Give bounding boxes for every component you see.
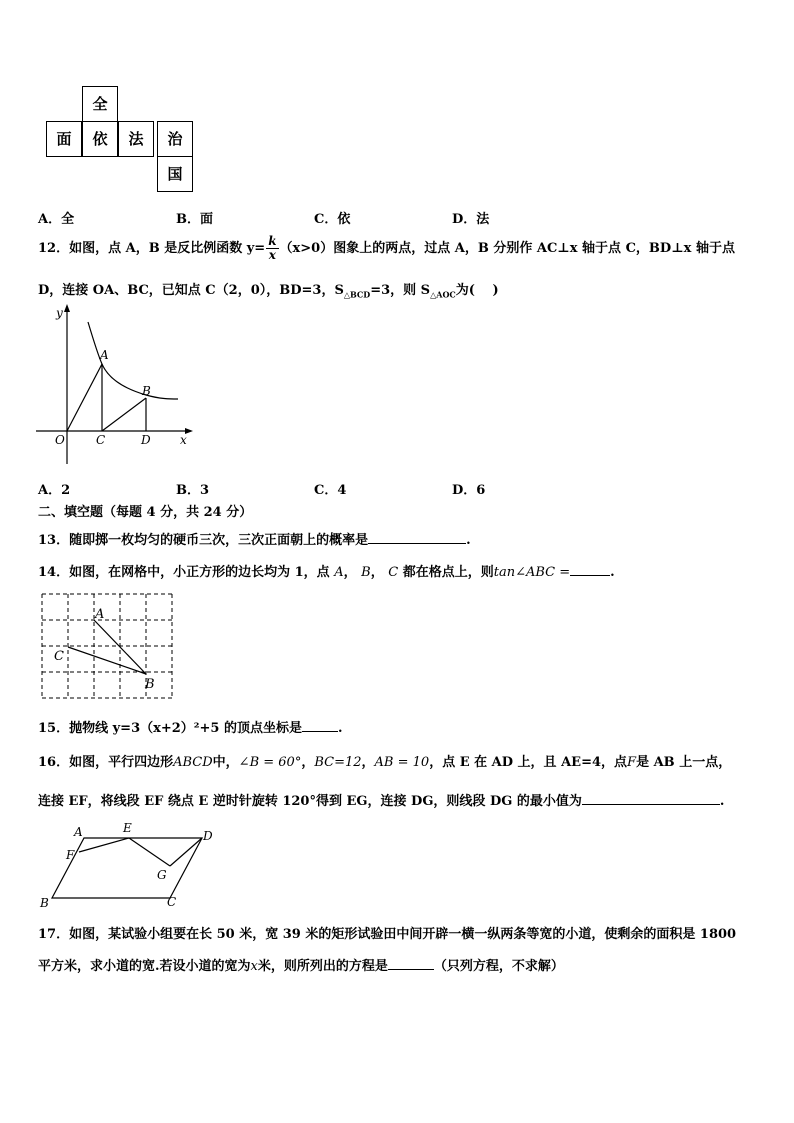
q16-label-f: F [66,848,75,862]
q14-answer-blank[interactable] [570,563,610,576]
q11-option-a: A．全 [38,212,75,227]
q16-segment-dg [170,838,202,866]
q16-angle: ∠B = 60° [238,755,302,770]
q17-text-b: 米，则所列出的方程是 [257,959,388,974]
q12-option-a: A．2 [38,483,71,498]
q12-text-e: 为( ) [455,283,499,298]
q12-segment-oa [67,364,102,431]
q13-text: 13．随即掷一枚均匀的硬币三次，三次正面朝上的概率是 [38,533,369,548]
q16-answer-blank[interactable] [582,792,720,805]
net-cell-guo: 国 [157,156,193,192]
q13 [38,531,471,549]
net-cell-quan: 全 [82,86,118,122]
q12-sub-bcd: △BCD [343,289,371,300]
q16-text-c: ，点 E 在 AD 上，且 AE=4，点 [429,755,628,770]
q16-label-a: A [74,825,83,839]
q14-segment-cb [68,647,146,674]
q11-option-c: C．依 [314,212,351,227]
q12-y-arrow [64,304,70,312]
q17-text-a: 平方米，求小道的宽.若设小道的宽为 [38,959,251,974]
q12-label-d: D [141,433,151,447]
q12-fraction [266,235,278,262]
q16-figure [36,818,226,914]
q14-point-b: B [361,565,371,580]
q14-point-a: A [334,565,344,580]
q14-label-a: A [95,607,105,622]
q16-label-g: G [157,868,167,882]
q11-option-b: B．面 [176,212,213,227]
q12-text-b: （x>0）图象上的两点，过点 A，B 分别作 AC⊥x 轴于点 C，BD⊥x 轴于点 [279,241,735,256]
q16-point-f: F [627,755,637,770]
q16-label-d: D [203,829,213,843]
q16-bc: BC=12 [314,755,362,770]
q17-answer-blank[interactable] [388,957,434,970]
q16-text-b: 中， [212,755,239,770]
q12-label-c: C [96,433,106,447]
q14-label-c: C [54,649,64,664]
q16-abcd: ABCD [173,755,213,770]
q12-segment-bc [102,398,146,431]
q15-end: . [337,721,343,736]
net-cell-zhi: 治 [157,121,193,157]
q14-point-c: C [388,565,399,580]
q15-text: 15．抛物线 y=3（x+2）²+5 的顶点坐标是 [38,721,302,736]
q16-parallelogram [52,838,202,898]
q16-end: . [719,794,725,809]
q16-ab: AB = 10 [374,755,430,770]
q14-expression: tan∠ABC = [493,565,571,580]
q14 [38,563,615,581]
q16-text-d: 是 AB 上一点， [636,755,732,770]
q14-text-b: 都在格点上，则 [402,565,494,580]
q12-label-b: B [142,384,151,398]
q16-line1: 16．如图，平行四边形ABCD中，∠B = 60°，BC=12，AB = 10，点 E 在 AD 上，且 AE=4，点F是 AB 上一点， [38,755,732,770]
q17-line1: 17．如图，某试验小组要在长 50 米，宽 39 米的矩形试验田中间开辟一横一纵两条等宽的小道，使剩余的面积是 1800 [38,927,737,942]
q16-segment-eg [129,838,170,866]
q16-label-b: B [40,896,49,910]
net-cell-mian: 面 [46,121,82,157]
q16-text-e: 连接 EF，将线段 EF 绕点 E 逆时针旋转 120°得到 EG，连接 DG，则线段 DG 的最小值为 [38,794,582,809]
q16-label-e: E [123,821,132,835]
q12-option-c: C．4 [314,483,347,498]
q13-answer-blank[interactable] [368,531,466,544]
q11-option-d: D．法 [452,212,490,227]
net-cell-fa: 法 [118,121,154,157]
q13-end: . [466,533,471,548]
q12-label-o: O [55,433,65,447]
q12-label-x: x [180,433,187,447]
q15 [38,719,343,737]
q12-line1 [38,235,735,262]
q14-sep-1: ， [343,565,357,580]
q12-option-d: D．6 [452,483,486,498]
q12-label-y: y [56,306,63,320]
q16-segment-ef [79,838,129,852]
q16-text-a: 16．如图，平行四边形 [38,755,174,770]
q14-grid-figure [36,590,178,704]
q12-frac-num: k [268,234,277,248]
q12-text-c: D，连接 OA、BC，已知点 C（2，0），BD=3，S [38,283,344,298]
q12-option-b: B．3 [176,483,210,498]
q14-label-b: B [145,677,155,692]
q12-frac-den: x [268,248,276,262]
q14-text-a: 14．如图，在网格中，小正方形的边长均为 1，点 [38,565,330,580]
q12-sub-aoc: △AOC [430,289,456,300]
q12-text-a: 12．如图，点 A，B 是反比例函数 y= [38,241,266,256]
section2-title: 二、填空题（每题 4 分，共 24 分） [38,505,253,520]
q12-text-d: =3，则 S [370,283,431,298]
q17-var-x: x [250,959,258,974]
q12-figure [30,302,200,470]
q17-text-c: （只列方程，不求解） [433,959,564,974]
net-cell-yi: 依 [82,121,118,157]
q16-line2 [38,792,724,810]
q14-end: . [610,565,615,580]
q12-label-a: A [100,348,109,362]
q17-line2 [38,957,564,975]
q16-label-c: C [167,895,177,909]
q14-sep-2: ， [370,565,384,580]
q12-line2 [38,283,499,303]
q15-answer-blank[interactable] [302,719,338,732]
